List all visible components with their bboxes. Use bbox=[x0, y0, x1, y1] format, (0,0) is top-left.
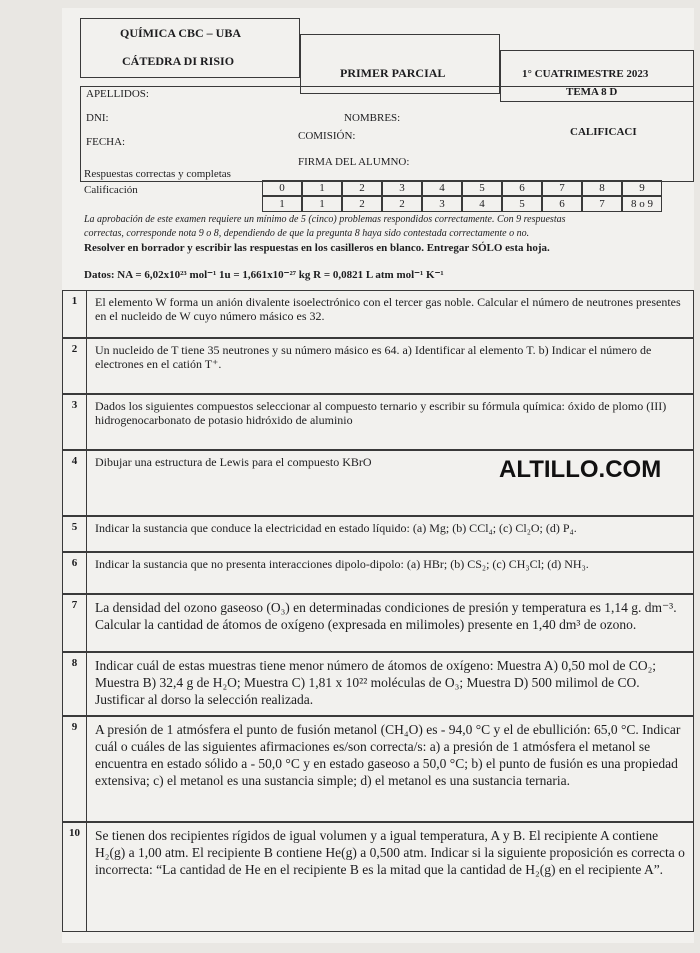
instructions-line2: correctas, corresponde nota 9 o 8, dependiendo de que la pregunta 8 haya sido contestada correctamente o no. bbox=[84, 228, 530, 239]
question-text: Indicar la sustancia que no presenta interacciones dipolo-dipolo: (a) HBr; (b) CS₂; (c) CH₃Cl; (d) NH₃. bbox=[95, 557, 589, 571]
apellidos-field[interactable]: APELLIDOS: bbox=[86, 88, 149, 100]
chair-label: CÁTEDRA DI RISIO bbox=[122, 54, 235, 68]
question-row[interactable] bbox=[62, 552, 694, 594]
grading-correct-cell: 8 bbox=[582, 180, 622, 196]
exam-title: PRIMER PARCIAL bbox=[340, 66, 446, 80]
calificacion-label: CALIFICACI bbox=[570, 126, 637, 138]
question-number: 7 bbox=[63, 595, 87, 651]
grading-correct-cell: 0 bbox=[262, 180, 302, 196]
university-label: QUÍMICA CBC – UBA bbox=[120, 26, 242, 40]
instructions-line1: La aprobación de este examen requiere un mínimo de 5 (cinco) problemas respondidos correctamente. Con 9 respuestas bbox=[84, 214, 566, 225]
grading-correct-cell: 5 bbox=[462, 180, 502, 196]
question-text: A presión de 1 atmósfera el punto de fusión metanol (CH₄O) es - 94,0 °C y el de ebullición: 65,0 °C. Indicar cuál o cuáles de las siguientes afirmaciones es/son correcta/s: a) a presión de 1 atmósfera el metanol se encuentra en estado sólido a - 50,0 °C y en estado gaseoso a 50,0 °C; b) el punto de fusión es una propiedad extensiva; c) el metanol es una sustancia simple; d) el metanol es una sustancia ternaria. bbox=[95, 722, 681, 788]
question-number: 6 bbox=[63, 553, 87, 593]
question-number: 3 bbox=[63, 395, 87, 449]
grading-grade-cell: 1 bbox=[262, 196, 302, 212]
header-center-cell bbox=[300, 34, 500, 94]
grading-grade-cell: 5 bbox=[502, 196, 542, 212]
question-text: Dados los siguientes compuestos seleccionar al compuesto ternario y escribir su fórmula química: óxido de plomo (III) hidrogenocarbonato de potasio hidróxido de aluminio bbox=[95, 399, 667, 427]
grading-grade-cell: 2 bbox=[382, 196, 422, 212]
exam-sheet bbox=[62, 8, 694, 943]
grading-correct-cell: 6 bbox=[502, 180, 542, 196]
fecha-field[interactable]: FECHA: bbox=[86, 136, 126, 148]
question-text: Indicar cuál de estas muestras tiene menor número de átomos de oxígeno: Muestra A) 0,50 mol de CO₂; Muestra B) 32,4 g de H₂O; Muestra C) 1,81 x 10²² moléculas de O₃; Muestra D) 500 milimol de CO. Justificar al dorso la selección realizada. bbox=[95, 658, 657, 707]
grading-grade-cell: 2 bbox=[342, 196, 382, 212]
question-row[interactable] bbox=[62, 716, 694, 822]
question-number: 8 bbox=[63, 653, 87, 715]
question-text: Dibujar una estructura de Lewis para el compuesto KBrO bbox=[95, 455, 372, 469]
grading-correct-cell: 9 bbox=[622, 180, 662, 196]
question-row[interactable] bbox=[62, 338, 694, 394]
question-number: 5 bbox=[63, 517, 87, 551]
question-row[interactable] bbox=[62, 652, 694, 716]
question-row[interactable] bbox=[62, 516, 694, 552]
grading-grade-cell: 6 bbox=[542, 196, 582, 212]
question-row[interactable] bbox=[62, 290, 694, 338]
question-row[interactable] bbox=[62, 594, 694, 652]
question-number: 2 bbox=[63, 339, 87, 393]
grading-correct-cell: 3 bbox=[382, 180, 422, 196]
grading-grade-cell: 4 bbox=[462, 196, 502, 212]
grading-grade-cell: 1 bbox=[302, 196, 342, 212]
question-number: 9 bbox=[63, 717, 87, 821]
firma-field[interactable]: FIRMA DEL ALUMNO: bbox=[298, 156, 410, 168]
watermark: ALTILLO.COM bbox=[499, 456, 662, 483]
grading-correct-cell: 1 bbox=[302, 180, 342, 196]
datos-line: Datos: NA = 6,02x10²³ mol⁻¹ 1u = 1,661x10⁻²⁷ kg R = 0,0821 L atm mol⁻¹ K⁻¹ bbox=[84, 269, 444, 281]
grading-row2-label: Calificación bbox=[84, 184, 138, 196]
grading-correct-cell: 4 bbox=[422, 180, 462, 196]
nombres-field[interactable]: NOMBRES: bbox=[344, 112, 401, 124]
question-text: Un nucleido de T tiene 35 neutrones y su número másico es 64. a) Identificar al elemento T. b) Indicar el número de electrones en el catión T⁺. bbox=[95, 343, 652, 371]
grading-grade-cell: 3 bbox=[422, 196, 462, 212]
grading-row1-label: Respuestas correctas y completas bbox=[84, 168, 231, 180]
question-number: 1 bbox=[63, 291, 87, 337]
question-row[interactable] bbox=[62, 822, 694, 932]
question-text: La densidad del ozono gaseoso (O₃) en determinadas condiciones de presión y temperatura es 1,14 g. dm⁻³. Calcular la cantidad de átomos de oxígeno (expresada en milimoles) presente en 1,40 dm³ de ozono. bbox=[95, 600, 677, 632]
tema-label: TEMA 8 D bbox=[566, 86, 618, 98]
grading-correct-cell: 7 bbox=[542, 180, 582, 196]
grading-grade-cell: 8 o 9 bbox=[622, 196, 662, 212]
question-text: Indicar la sustancia que conduce la electricidad en estado líquido: (a) Mg; (b) CCl₄; (c) Cl₂O; (d) P₄. bbox=[95, 521, 577, 535]
comision-field[interactable]: COMISIÓN: bbox=[298, 130, 356, 142]
grading-correct-cell: 2 bbox=[342, 180, 382, 196]
grading-grade-cell: 7 bbox=[582, 196, 622, 212]
instructions-line3: Resolver en borrador y escribir las respuestas en los casilleros en blanco. Entregar SÓLO esta hoja. bbox=[84, 242, 550, 254]
question-number: 4 bbox=[63, 451, 87, 515]
question-text: El elemento W forma un anión divalente isoelectrónico con el tercer gas noble. Calcular el número de neutrones presentes en el nucleido de W cuyo número másico es 32. bbox=[95, 295, 681, 323]
dni-field[interactable]: DNI: bbox=[86, 112, 109, 124]
term-label: 1° CUATRIMESTRE 2023 bbox=[522, 68, 649, 80]
question-text: Se tienen dos recipientes rígidos de igual volumen y a igual temperatura, A y B. El recipiente A contiene H₂(g) a 1,00 atm. El recipiente B contiene He(g) a 0,500 atm. Indicar si la siguiente proposición es correcta o incorrecta: “La cantidad de He en el recipiente B es la mitad que la cantidad de H₂(g) en el recipiente A”. bbox=[95, 828, 685, 877]
question-number: 10 bbox=[63, 823, 87, 931]
question-row[interactable] bbox=[62, 394, 694, 450]
